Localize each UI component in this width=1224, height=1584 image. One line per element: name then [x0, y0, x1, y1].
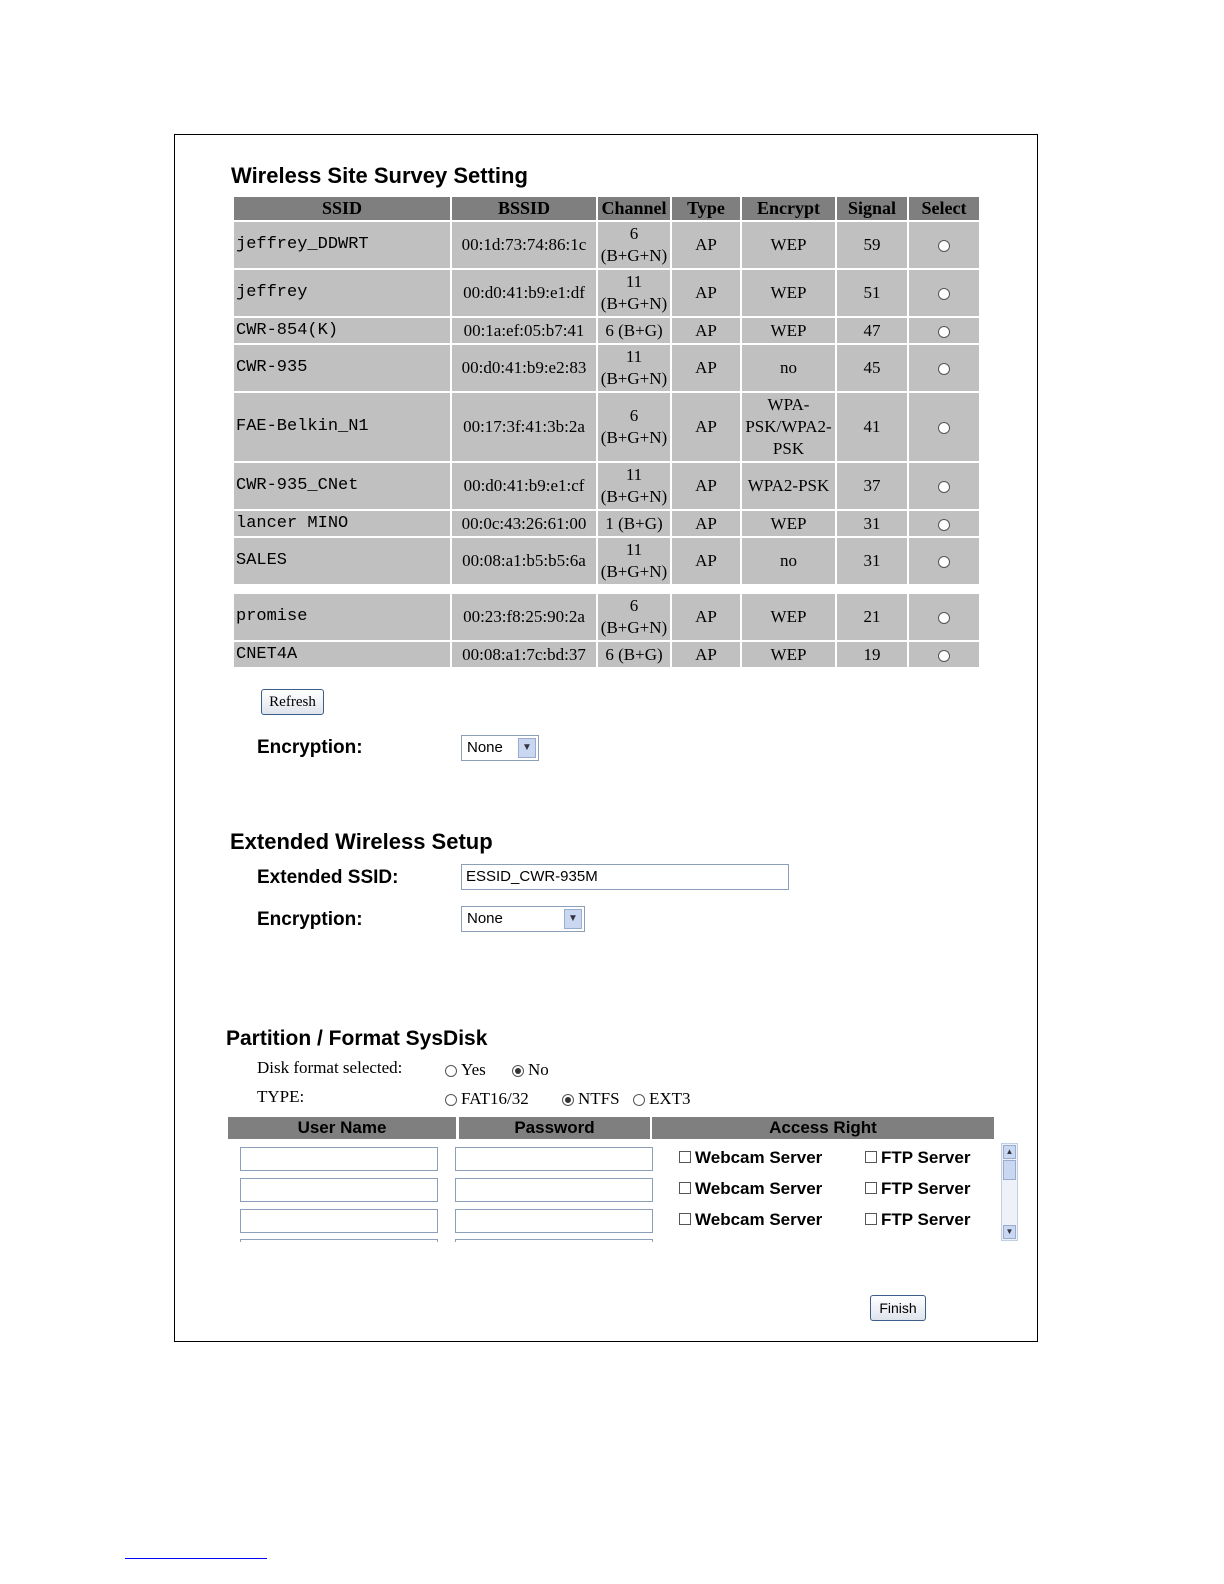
- signal-cell: 21: [837, 594, 907, 640]
- extended-encryption-label: Encryption:: [257, 909, 363, 930]
- channel-value: 6 (B+G): [605, 644, 663, 664]
- channel-cell: [598, 538, 670, 584]
- scroll-thumb[interactable]: [1003, 1160, 1016, 1180]
- type-cell: AP: [672, 463, 740, 509]
- setup-page: [174, 134, 1038, 1342]
- select-radio[interactable]: [938, 612, 950, 624]
- channel-value: 6: [629, 596, 639, 615]
- type-cell: AP: [672, 222, 740, 268]
- refresh-button[interactable]: Refresh: [261, 689, 324, 715]
- type-cell: AP: [672, 270, 740, 316]
- channel-value: 11: [625, 465, 643, 484]
- survey-row[interactable]: [234, 345, 979, 391]
- channel-mode: (B+G+N): [600, 487, 668, 506]
- channel-mode: (B+G+N): [600, 369, 668, 388]
- type-fat-label: FAT16/32: [461, 1089, 529, 1108]
- encrypt-cell: no: [742, 538, 835, 584]
- ftp-server-checkbox[interactable]: [865, 1182, 877, 1194]
- bssid-cell: 00:08:a1:b5:b5:6a: [452, 538, 596, 584]
- password-input[interactable]: [455, 1178, 653, 1202]
- ssid-cell: CWR-854(K): [234, 318, 450, 343]
- select-radio[interactable]: [938, 481, 950, 493]
- disk-format-no-radio[interactable]: [512, 1065, 524, 1077]
- type-ext3-radio[interactable]: [633, 1094, 645, 1106]
- select-radio[interactable]: [938, 556, 950, 568]
- bssid-cell: 00:1a:ef:05:b7:41: [452, 318, 596, 343]
- channel-value: 11: [625, 272, 643, 291]
- select-cell[interactable]: [909, 393, 979, 461]
- select-cell[interactable]: [909, 345, 979, 391]
- encrypt-cell: WEP: [742, 594, 835, 640]
- survey-encryption-select[interactable]: [461, 735, 539, 761]
- select-cell[interactable]: [909, 463, 979, 509]
- ftp-server-checkbox[interactable]: [865, 1213, 877, 1225]
- webcam-server-checkbox[interactable]: [679, 1182, 691, 1194]
- type-ext3-option[interactable]: [633, 1089, 691, 1109]
- ssid-cell: CWR-935: [234, 345, 450, 391]
- ftp-server-option[interactable]: [865, 1148, 970, 1168]
- chevron-down-icon: ▼: [564, 909, 582, 929]
- site-survey-table: [232, 195, 981, 669]
- disk-format-yes-option[interactable]: [445, 1060, 486, 1080]
- webcam-server-label: Webcam Server: [695, 1179, 823, 1198]
- encrypt-cell: WEP: [742, 222, 835, 268]
- select-radio[interactable]: [938, 519, 950, 531]
- type-cell: AP: [672, 318, 740, 343]
- survey-row-gap: [234, 586, 979, 592]
- type-cell: AP: [672, 393, 740, 461]
- disk-format-yes-radio[interactable]: [445, 1065, 457, 1077]
- disk-format-yes-label: Yes: [461, 1060, 486, 1079]
- channel-value: 6: [629, 406, 639, 425]
- channel-value: 6: [629, 224, 639, 243]
- channel-value: 6 (B+G): [605, 320, 663, 340]
- user-name-input[interactable]: [240, 1178, 438, 1202]
- type-cell: AP: [672, 538, 740, 584]
- user-name-input[interactable]: [240, 1147, 438, 1171]
- type-cell: AP: [672, 642, 740, 667]
- bssid-cell: 00:17:3f:41:3b:2a: [452, 393, 596, 461]
- signal-cell: 41: [837, 393, 907, 461]
- survey-row[interactable]: [234, 538, 979, 584]
- bssid-cell: 00:0c:43:26:61:00: [452, 511, 596, 536]
- channel-cell: [598, 511, 670, 536]
- type-cell: AP: [672, 345, 740, 391]
- gap-cell: [234, 586, 979, 592]
- webcam-server-option[interactable]: [679, 1148, 822, 1168]
- encrypt-cell: WEP: [742, 642, 835, 667]
- type-cell: AP: [672, 594, 740, 640]
- channel-mode: (B+G+N): [600, 428, 668, 447]
- header-user-name: User Name: [228, 1117, 456, 1139]
- signal-cell: 31: [837, 511, 907, 536]
- select-radio[interactable]: [938, 288, 950, 300]
- signal-cell: 45: [837, 345, 907, 391]
- header-channel: Channel: [598, 197, 670, 220]
- channel-mode: (B+G+N): [600, 246, 668, 265]
- bssid-cell: 00:d0:41:b9:e1:cf: [452, 463, 596, 509]
- survey-row[interactable]: [234, 222, 979, 268]
- password-input[interactable]: [455, 1209, 653, 1233]
- bssid-cell: 00:1d:73:74:86:1c: [452, 222, 596, 268]
- channel-cell: [598, 393, 670, 461]
- password-input-partial: [455, 1239, 653, 1242]
- channel-cell: [598, 463, 670, 509]
- encrypt-cell: WPA-PSK/WPA2-PSK: [742, 393, 835, 461]
- select-radio[interactable]: [938, 326, 950, 338]
- ftp-server-label: FTP Server: [881, 1210, 971, 1229]
- type-fat-radio[interactable]: [445, 1094, 457, 1106]
- type-cell: AP: [672, 511, 740, 536]
- channel-value: 11: [625, 347, 643, 366]
- survey-row[interactable]: [234, 511, 979, 536]
- select-cell[interactable]: [909, 511, 979, 536]
- type-ntfs-radio[interactable]: [562, 1094, 574, 1106]
- finish-button[interactable]: Finish: [870, 1295, 926, 1321]
- webcam-server-checkbox[interactable]: [679, 1213, 691, 1225]
- type-ntfs-option[interactable]: [562, 1089, 620, 1109]
- channel-cell: [598, 318, 670, 343]
- ssid-cell: FAE-Belkin_N1: [234, 393, 450, 461]
- ssid-cell: lancer MINO: [234, 511, 450, 536]
- disk-format-no-option[interactable]: [512, 1060, 549, 1080]
- select-radio[interactable]: [938, 650, 950, 662]
- header-signal: Signal: [837, 197, 907, 220]
- ftp-server-option[interactable]: [865, 1210, 970, 1230]
- extended-encryption-value: None: [467, 910, 503, 927]
- ftp-server-option[interactable]: [865, 1179, 970, 1199]
- webcam-server-label: Webcam Server: [695, 1210, 823, 1229]
- webcam-server-label: Webcam Server: [695, 1148, 823, 1167]
- encrypt-cell: WEP: [742, 511, 835, 536]
- password-input[interactable]: [455, 1147, 653, 1171]
- ssid-cell: jeffrey: [234, 270, 450, 316]
- channel-cell: [598, 222, 670, 268]
- header-access-right: Access Right: [652, 1117, 994, 1139]
- survey-row[interactable]: [234, 642, 979, 667]
- bssid-cell: 00:d0:41:b9:e1:df: [452, 270, 596, 316]
- chevron-down-icon: ▼: [518, 738, 536, 758]
- channel-mode: (B+G+N): [600, 294, 668, 313]
- ssid-cell: CWR-935_CNet: [234, 463, 450, 509]
- channel-value: 11: [625, 540, 643, 559]
- ftp-server-label: FTP Server: [881, 1179, 971, 1198]
- channel-value: 1 (B+G): [605, 513, 663, 533]
- ftp-server-label: FTP Server: [881, 1148, 971, 1167]
- footnote-rule: [125, 1558, 267, 1559]
- ssid-cell: promise: [234, 594, 450, 640]
- signal-cell: 31: [837, 538, 907, 584]
- signal-cell: 37: [837, 463, 907, 509]
- header-encrypt: Encrypt: [742, 197, 835, 220]
- survey-encryption-label: Encryption:: [257, 737, 363, 758]
- webcam-server-option[interactable]: [679, 1210, 822, 1230]
- select-cell[interactable]: [909, 222, 979, 268]
- bssid-cell: 00:d0:41:b9:e2:83: [452, 345, 596, 391]
- signal-cell: 51: [837, 270, 907, 316]
- user-name-input[interactable]: [240, 1209, 438, 1233]
- extended-ssid-input[interactable]: ESSID_CWR-935M: [461, 864, 789, 890]
- ssid-cell: SALES: [234, 538, 450, 584]
- extended-encryption-select[interactable]: [461, 906, 585, 932]
- channel-cell: [598, 345, 670, 391]
- channel-cell: [598, 642, 670, 667]
- survey-encryption-value: None: [467, 739, 503, 756]
- survey-row[interactable]: [234, 594, 979, 640]
- type-ext3-label: EXT3: [649, 1089, 691, 1108]
- header-ssid: SSID: [234, 197, 450, 220]
- bssid-cell: 00:08:a1:7c:bd:37: [452, 642, 596, 667]
- encrypt-cell: WEP: [742, 318, 835, 343]
- select-cell[interactable]: [909, 642, 979, 667]
- signal-cell: 19: [837, 642, 907, 667]
- select-radio[interactable]: [938, 240, 950, 252]
- survey-row[interactable]: [234, 463, 979, 509]
- encrypt-cell: WPA2-PSK: [742, 463, 835, 509]
- ftp-server-checkbox[interactable]: [865, 1151, 877, 1163]
- extended-title: Extended Wireless Setup: [230, 829, 493, 854]
- survey-title: Wireless Site Survey Setting: [231, 163, 528, 188]
- webcam-server-checkbox[interactable]: [679, 1151, 691, 1163]
- disk-format-label: Disk format selected:: [257, 1058, 403, 1077]
- disk-format-no-label: No: [528, 1060, 549, 1079]
- bssid-cell: 00:23:f8:25:90:2a: [452, 594, 596, 640]
- survey-row[interactable]: [234, 270, 979, 316]
- channel-cell: [598, 270, 670, 316]
- scroll-down-icon[interactable]: ▼: [1003, 1225, 1016, 1239]
- survey-row[interactable]: [234, 393, 979, 461]
- select-cell[interactable]: [909, 594, 979, 640]
- scroll-up-icon[interactable]: ▲: [1003, 1145, 1016, 1159]
- header-bssid: BSSID: [452, 197, 596, 220]
- type-ntfs-label: NTFS: [578, 1089, 620, 1108]
- survey-row[interactable]: [234, 318, 979, 343]
- type-label: TYPE:: [257, 1087, 305, 1106]
- survey-header-row: [234, 197, 979, 220]
- header-type: Type: [672, 197, 740, 220]
- header-select: Select: [909, 197, 979, 220]
- select-radio[interactable]: [938, 422, 950, 434]
- type-fat-option[interactable]: [445, 1089, 529, 1109]
- select-radio[interactable]: [938, 363, 950, 375]
- channel-mode: (B+G+N): [600, 618, 668, 637]
- extended-ssid-label: Extended SSID:: [257, 867, 399, 888]
- channel-cell: [598, 594, 670, 640]
- ssid-cell: jeffrey_DDWRT: [234, 222, 450, 268]
- signal-cell: 47: [837, 318, 907, 343]
- partition-title: Partition / Format SysDisk: [226, 1027, 488, 1050]
- header-password: Password: [459, 1117, 650, 1139]
- select-cell[interactable]: [909, 538, 979, 584]
- signal-cell: 59: [837, 222, 907, 268]
- user-list-scrollbar[interactable]: [1001, 1143, 1018, 1241]
- select-cell[interactable]: [909, 318, 979, 343]
- select-cell[interactable]: [909, 270, 979, 316]
- encrypt-cell: no: [742, 345, 835, 391]
- ssid-cell: CNET4A: [234, 642, 450, 667]
- channel-mode: (B+G+N): [600, 562, 668, 581]
- user-name-input-partial: [240, 1239, 438, 1242]
- encrypt-cell: WEP: [742, 270, 835, 316]
- webcam-server-option[interactable]: [679, 1179, 822, 1199]
